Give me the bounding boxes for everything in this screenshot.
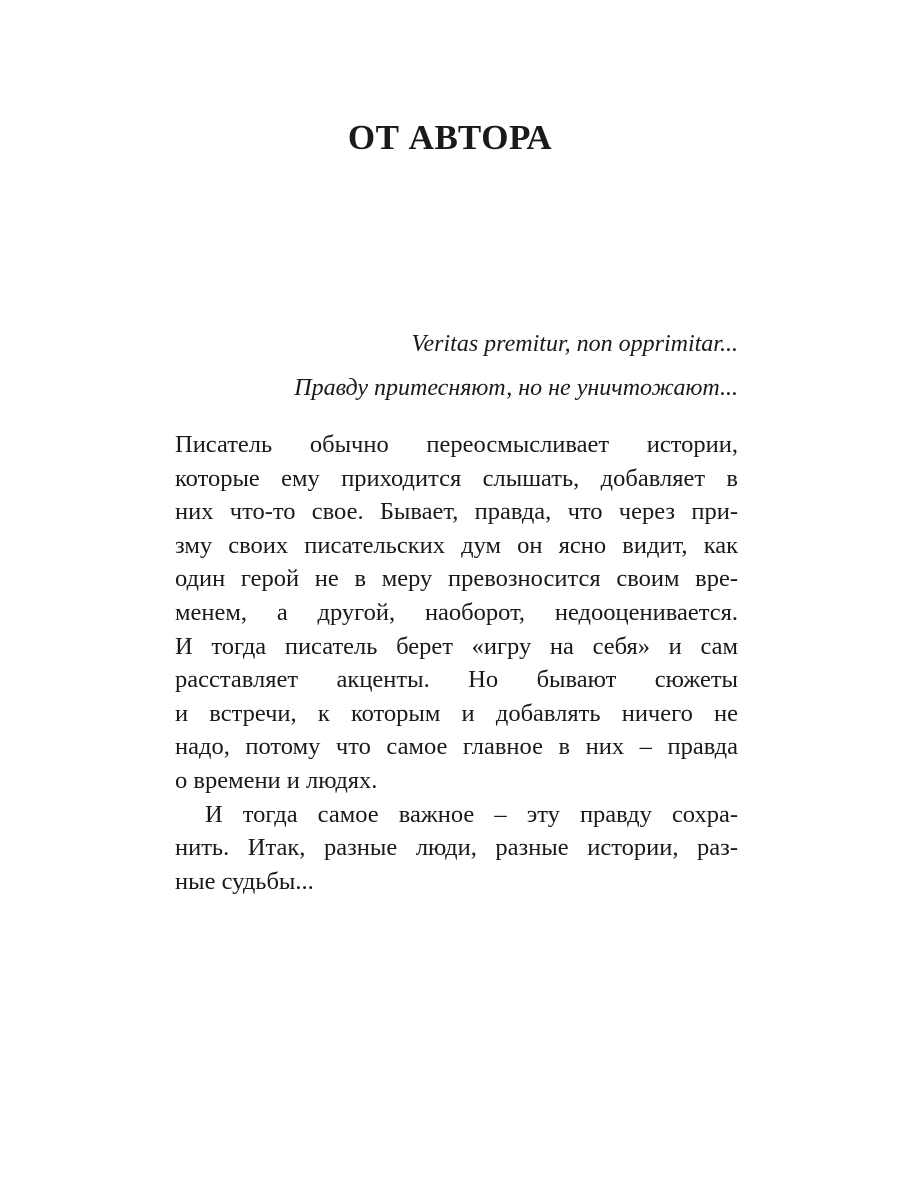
- text-line: один герой не в меру превозносится своим вре-: [175, 565, 738, 593]
- text-line: И тогда самое важное – эту правду сохра-: [205, 800, 738, 828]
- text-line: и встречи, к которым и добавлять ничего не: [175, 699, 738, 727]
- epigraph: [178, 322, 738, 410]
- text-line: зму своих писательских дум он ясно видит, как: [175, 531, 738, 559]
- text-line: И тогда писатель берет «игру на себя» и сам: [175, 632, 738, 660]
- paragraph-2: [175, 798, 738, 899]
- text-line: нить. Итак, разные люди, разные истории, раз-: [175, 834, 738, 862]
- text-line: них что-то свое. Бывает, правда, что через при-: [175, 498, 738, 526]
- text-line: ные судьбы...: [175, 867, 314, 895]
- text-line: о времени и людях.: [175, 766, 378, 794]
- text-line: надо, потому что самое главное в них – правда: [175, 733, 738, 761]
- epigraph-latin: Veritas premitur, non opprimitar...: [411, 331, 738, 357]
- paragraph-1: [175, 428, 738, 798]
- text-line: менем, а другой, наоборот, недооценивается.: [175, 598, 738, 626]
- text-line: Писатель обычно переосмысливает истории,: [175, 431, 738, 458]
- body-text: [175, 428, 738, 898]
- epigraph-translation: Правду притесняют, но не уничтожают...: [294, 375, 738, 401]
- text-line: расставляет акценты. Но бывают сюжеты: [175, 666, 738, 694]
- page-title: ОТ АВТОРА: [347, 118, 553, 157]
- text-line: которые ему приходится слышать, добавляет в: [175, 464, 738, 492]
